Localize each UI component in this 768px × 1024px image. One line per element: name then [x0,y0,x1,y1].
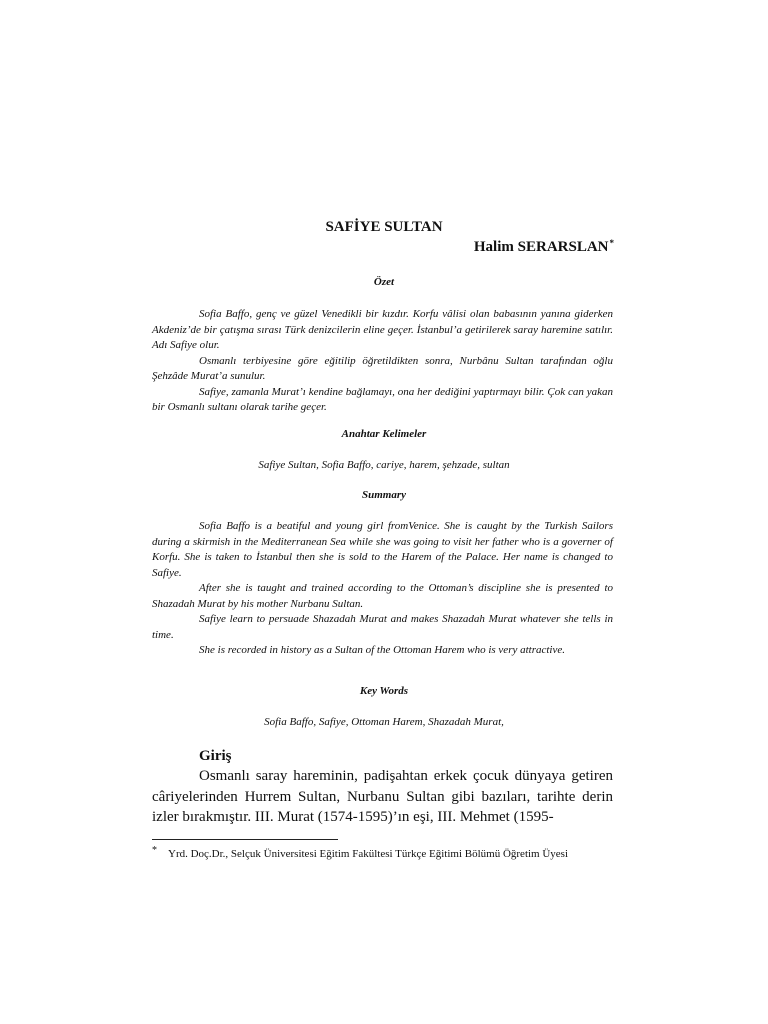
author-name-text: Halim SERARSLAN [473,239,609,255]
summary-heading: Summary [361,489,406,501]
anahtar-kelimeler-heading: Anahtar Kelimeler [341,428,427,440]
giris-body-text: Osmanlı saray hareminin, padişahtan erkek çocuk dünyaya getiren câriyelerinden Hurrem Sultan, Nurbanu Sultan gibi bazıları, tarihte derin izler bırakmıştır. III. Murat (1574-1595)’ın eşi, III. Mehmet (1595- [152,768,613,825]
ozet-paragraph-1: Sofia Baffo, genç ve güzel Venedikli bir kızdır. Korfu vâlisi olan babasının yanına giderken Akdeniz’de bir çatışma sırası Türk denizcilerin eline geçer. İstanbul’a getirilerek saray haremine satılır. Adı Safiye olur. [152,308,613,351]
summary-paragraph-3: Safiye learn to persuade Shazadah Murat and makes Shazadah Murat whatever she tells in time. [152,613,613,641]
summary-paragraph-1: Sofia Baffo is a beatiful and young girl fromVenice. She is caught by the Turkish Sailors during a skirmish in the Mediterranean Sea while she was going to visit her father who is a governer of Korfu. She is taken to İstanbul then she is sold to the Harem of the Palace. Her name is changed to Safiye. [152,520,613,579]
key-words-heading: Key Words [359,685,409,697]
ozet-abstract [152,307,613,416]
ozet-paragraph-2: Osmanlı terbiyesine göre eğitilip öğretildikten sonra, Nurbânu Sultan tarafından oğlu Şehzâde Murat’a sunulur. [152,354,613,382]
article-title: SAFİYE SULTAN [325,219,443,235]
ozet-heading: Özet [373,276,395,288]
anahtar-kelimeler-text: Safiye Sultan, Sofia Baffo, cariye, harem, şehzade, sultan [258,459,510,471]
author-footnote-mark: * [609,238,614,248]
summary-abstract [152,519,613,659]
ozet-paragraph-3: Safiye, zamanla Murat’ı kendine bağlamayı, ona her dediğini yaptırmayı bilir. Çok can yakan bir Osmanlı sultanı olarak tarihe geçer. [152,385,613,413]
footnote-text: Yrd. Doç.Dr., Selçuk Üniversitesi Eğitim Fakültesi Türkçe Eğitimi Bölümü Öğretim Üyesi [168,848,569,860]
footnote [152,847,622,861]
footnote-mark: * [152,845,157,856]
giris-heading: Giriş [199,748,232,764]
footnote-divider [152,839,338,840]
key-words-text: Sofia Baffo, Safiye, Ottoman Harem, Shazadah Murat, [264,716,504,728]
author-name [474,238,614,256]
summary-paragraph-2: After she is taught and trained according to the Ottoman’s discipline she is presented to Shazadah Murat by his mother Nurbanu Sultan. [152,582,613,610]
summary-paragraph-4: She is recorded in history as a Sultan of the Ottoman Harem who is very attractive. [199,644,566,656]
